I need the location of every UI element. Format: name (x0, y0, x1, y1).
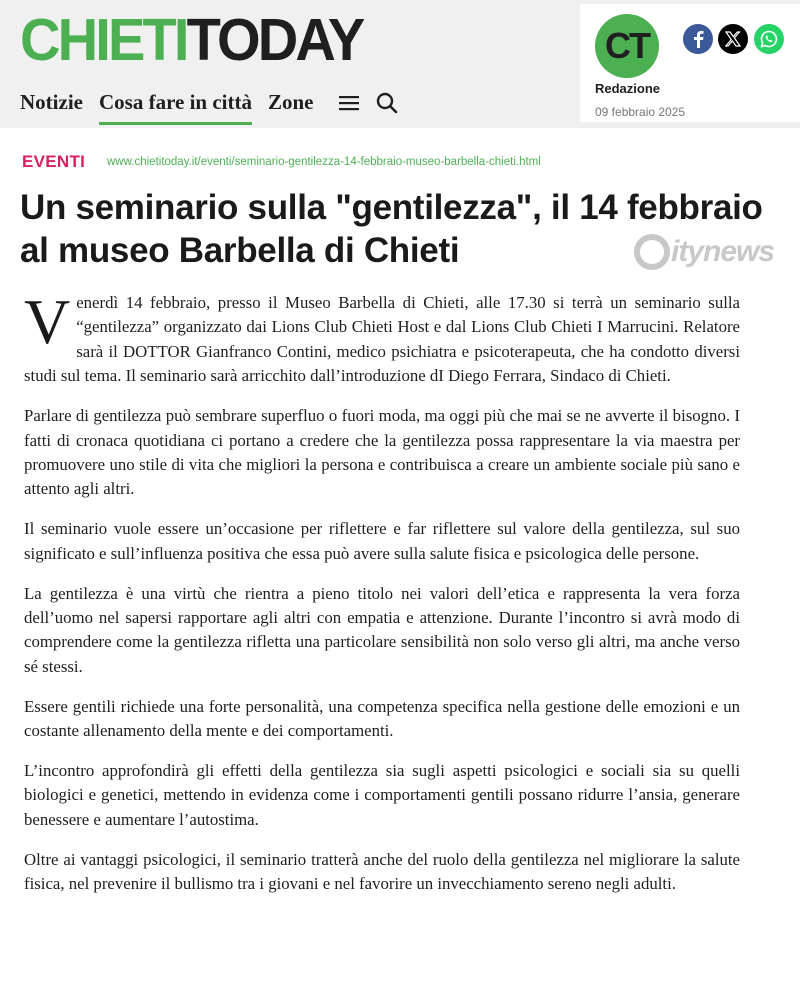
article-paragraph: Oltre ai vantaggi psicologici, il seminario tratterà anche del ruolo della gentilezza nel migliorare la salute fisica, nel prevenire il bullismo tra i giovani e nel favorire un invecchiamento sereno negli adulti. (24, 849, 740, 894)
whatsapp-icon (760, 30, 778, 48)
title-line-2: al museo Barbella di Chieti (20, 231, 460, 270)
author-avatar: CT (595, 14, 659, 78)
search-icon[interactable] (376, 92, 398, 114)
facebook-share-button[interactable] (683, 24, 713, 54)
article-body (24, 286, 740, 912)
article-paragraph: Il seminario vuole essere un’occasione per riflettere e far riflettere sul valore della gentilezza, sul suo significato e sull’influenza positiva che essa può avere sulla salute fisica e psicologica delle persone. (24, 519, 740, 563)
article-paragraph: Parlare di gentilezza può sembrare superfluo o fuori moda, ma oggi più che mai se ne avverte il bisogno. I fatti di cronaca quotidiana ci portano a credere che la gentilezza possa rappresentare la via maestra per promuovere uno stile di vita che migliori la persona e contribuisca a creare un ambiente sociale più sano e attento agli altri. (24, 406, 740, 499)
paragraph-text: enerdì 14 febbraio, presso il Museo Barbella di Chieti, alle 17.30 si terrà un seminario sulla “gentilezza” organizzato dai Lions Club Chieti Host e dal Lions Club Chieti I Marrucini. Relatore sarà il DOTTOR Gianfranco Contini, medico psichiatra e psicoterapeuta, che ha condotto diversi studi sul tema. Il seminario sarà arricchito dall’introduzione dI Diego Ferrara, Sindaco di Chieti. (24, 293, 740, 386)
author-card (580, 4, 800, 122)
article-paragraph: La gentilezza è una virtù che rientra a pieno titolo nei valori dell’etica e rappresenta la vera forza dell’uomo nel sapersi rapportare agli altri con empatia e attenzione. Durante l’incontro si avrà modo di comprendere come la gentilezza rifletta una particolare sensibilità non solo verso gli altri, ma anche verso sé stessi. (24, 583, 740, 676)
nav-item-cosa-fare[interactable]: Cosa fare in città (99, 90, 252, 125)
site-header (0, 0, 800, 128)
logo-part-chieti: CHIETI (20, 7, 187, 73)
x-share-button[interactable] (718, 24, 748, 54)
facebook-icon (691, 30, 705, 48)
nav-item-notizie[interactable]: Notizie (20, 90, 83, 114)
x-icon (725, 31, 741, 47)
menu-icon[interactable] (338, 94, 360, 112)
title-line-1: Un seminario sulla "gentilezza", il 14 febbraio (20, 188, 763, 227)
publish-date: 09 febbraio 2025 (595, 105, 686, 119)
citynews-wordmark: itynews (671, 235, 775, 268)
nav-item-zone[interactable]: Zone (267, 90, 314, 114)
article-paragraph (24, 286, 740, 389)
drop-cap: V (24, 286, 71, 357)
author-name[interactable]: Redazione (595, 81, 661, 96)
citynews-logo-icon (634, 234, 670, 270)
article-url[interactable]: www.chietitoday.it/eventi/seminario-gentilezza-14-febbraio-museo-barbella-chieti.html (107, 156, 541, 168)
article-paragraph: Essere gentili richiede una forte personalità, una competenza specifica nella gestione delle emozioni e un costante allenamento della mente e dei comportamenti. (24, 696, 740, 741)
logo-part-today: TODAY (186, 7, 363, 73)
main-nav (20, 90, 406, 125)
citynews-watermark (634, 234, 774, 270)
whatsapp-share-button[interactable] (754, 24, 784, 54)
article-paragraph: L’incontro approfondirà gli effetti della gentilezza sia sugli aspetti psicologici e sociali sia su quelli biologici e genetici, mettendo in evidenza come i comportamenti gentili possano ridurre l’ansia, generare benessere e aumentare l’autostima. (24, 761, 740, 829)
article-category[interactable]: EVENTI (22, 152, 86, 171)
site-logo[interactable] (20, 4, 362, 76)
